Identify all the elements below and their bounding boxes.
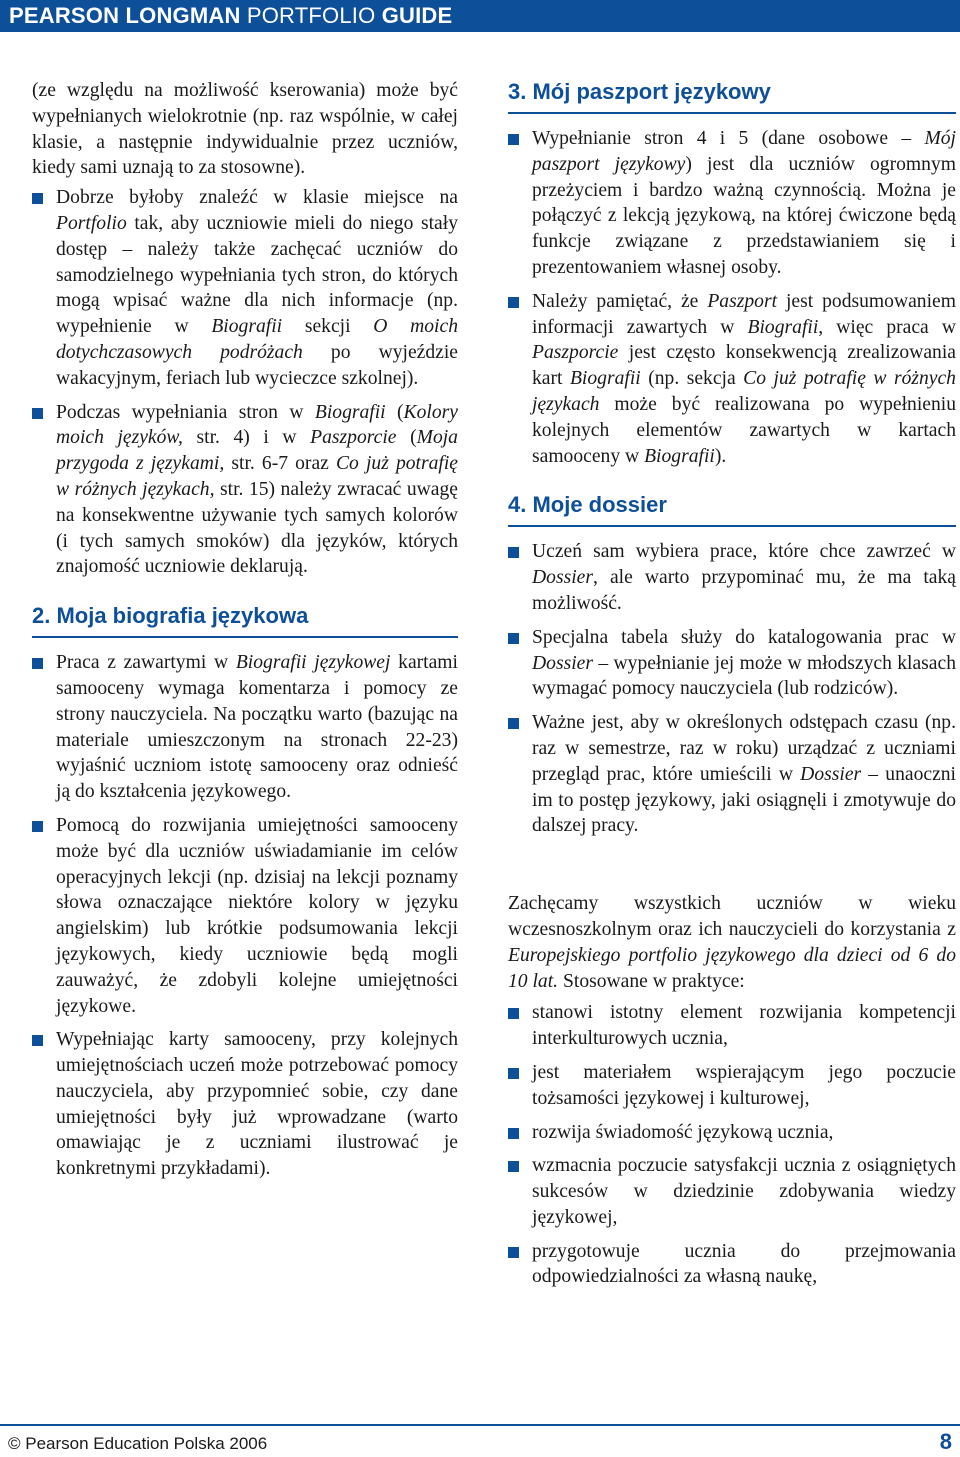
bullet-square-icon bbox=[32, 408, 43, 419]
bullet-square-icon bbox=[508, 1247, 519, 1258]
bullet-square-icon bbox=[508, 547, 519, 558]
bullet-square-icon bbox=[508, 297, 519, 308]
list-item: Wypełnianie stron 4 i 5 (dane osobowe – Mój paszport językowy) jest dla uczniów ogromnym przeżyciem i bardzo ważną czynnością. Można je połączyć z lekcją językową, na której ćwiczone będą funkcje związane z przedstawianiem się i prezentowaniem własnej osoby. bbox=[508, 126, 956, 281]
header-brand: PEARSON LONGMAN bbox=[9, 3, 241, 28]
list-item: Ważne jest, aby w określonych odstępach czasu (np. raz w semestrze, raz w roku) urządzać z uczniami przegląd prac, które umieścili w Dossier – unaoczni im to postęp językowy, jaki osiągnęli i zmotywuje do dalszej pracy. bbox=[508, 710, 956, 839]
list-item: Uczeń sam wybiera prace, które chce zawrzeć w Dossier, ale warto przypominać mu, że ma taką możliwość. bbox=[508, 539, 956, 616]
bullet-square-icon bbox=[508, 633, 519, 644]
copyright-notice: © Pearson Education Polska 2006 bbox=[8, 1434, 268, 1453]
bullet-square-icon bbox=[508, 1128, 519, 1139]
list-item: Specjalna tabela służy do katalogowania prac w Dossier – wypełnianie jej może w młodszych klasach wymagać pomocy nauczyciela (lub rodziców). bbox=[508, 625, 956, 702]
closing-paragraph: Zachęcamy wszystkich uczniów w wieku wczesnoszkolnym oraz ich nauczycieli do korzystania z Europejskiego portfolio językowego dla dzieci od 6 do 10 lat. Stosowane w praktyce: bbox=[508, 893, 956, 992]
bullet-square-icon bbox=[32, 821, 43, 832]
section-title-biografia: 2. Moja biografia językowa bbox=[32, 602, 458, 638]
list-item: przygotowuje ucznia do przejmowania odpowiedzialności za własną naukę, bbox=[508, 1239, 956, 1291]
list-item: Należy pamiętać, że Paszport jest podsumowaniem informacji zawartych w Biografii, więc praca w Paszporcie jest często konsekwencją zrealizowania kart Biografii (np. sekcja Co już potrafię w różnych językach może być realizowana po wypełnieniu kolejnych elementów zawartych w kartach samooceny w Biografii). bbox=[508, 289, 956, 470]
bullet-square-icon bbox=[508, 134, 519, 145]
list-item: rozwija świadomość językową ucznia, bbox=[508, 1120, 956, 1146]
header-bar bbox=[0, 0, 960, 32]
left-column bbox=[32, 78, 458, 1190]
list-item: Wypełniając karty samooceny, przy kolejnych umiejętnościach uczeń może potrzebować pomocy nauczyciela, aby przypomnieć sobie, czy dane umiejętności były już wprowadzane (warto omawiając je z uczniami ilustrować je konkretnymi przykładami). bbox=[32, 1027, 458, 1182]
bullet-square-icon bbox=[32, 193, 43, 204]
list-item: Dobrze byłoby znaleźć w klasie miejsce na Portfolio tak, aby uczniowie mieli do niego stały dostęp – należy także zachęcać uczniów do samodzielnego wypełniania tych stron, do których mogą wpisać ważne dla nich informacje (np. wypełnienie w Biografii sekcji O moich dotychczasowych podróżach po wyjeździe wakacyjnym, feriach lub wycieczce szkolnej). bbox=[32, 185, 458, 391]
bullet-square-icon bbox=[508, 718, 519, 729]
list-item: wzmacnia poczucie satysfakcji ucznia z osiągniętych sukcesów w dziedzinie zdobywania wiedzy językowej, bbox=[508, 1153, 956, 1230]
list-item: stanowi istotny element rozwijania kompetencji interkulturowych ucznia, bbox=[508, 1000, 956, 1052]
page-number: 8 bbox=[939, 1429, 952, 1454]
bullet-square-icon bbox=[508, 1008, 519, 1019]
list-item: Praca z zawartymi w Biografii językowej kartami samooceny wymaga komentarza i pomocy ze strony nauczyciela. Na początku warto (bazując na materiale umieszczonym na stronach 22-23) wyjaśnić uczniom istotę samooceny oraz odnieść ją do kształcenia językowego. bbox=[32, 650, 458, 805]
right-column bbox=[508, 78, 956, 1298]
footer-divider bbox=[0, 1424, 960, 1426]
list-item: Podczas wypełniania stron w Biografii (Kolory moich języków, str. 4) i w Paszporcie (Moja przygoda z językami, str. 6-7 oraz Co już potrafię w różnych językach, str. 15) należy zwracać uwagę na konsekwentne używanie tych samych kolorów (i tych samych smoków) dla języków, których znajomość uczniowie deklarują. bbox=[32, 400, 458, 581]
bullet-square-icon bbox=[508, 1068, 519, 1079]
bullet-square-icon bbox=[32, 1035, 43, 1046]
header-portfolio: PORTFOLIO bbox=[246, 3, 376, 28]
list-item: jest materiałem wspierającym jego poczucie tożsamości językowej i kulturowej, bbox=[508, 1060, 956, 1112]
section-title-paszport: 3. Mój paszport językowy bbox=[508, 78, 956, 114]
header-guide: GUIDE bbox=[381, 3, 453, 28]
bullet-square-icon bbox=[32, 658, 43, 669]
intro-paragraph: (ze względu na możliwość kserowania) może być wypełnianych wielokrotnie (np. raz wspólnie, w całej klasie, a następnie indywidualnie przez uczniów, kiedy sami uznają to za stosowne). bbox=[32, 80, 458, 179]
bullet-square-icon bbox=[508, 1161, 519, 1172]
list-item: Pomocą do rozwijania umiejętności samooceny może być dla uczniów uświadamianie im celów operacyjnych lekcji (np. dzisiaj na lekcji poznamy słowa oznaczające niektóre kolory w języku angielskim) lub krótkie podsumowania lekcji językowych, kiedy uczniowie będą mogli zauważyć, że zdobyli kolejne umiejętności językowe. bbox=[32, 813, 458, 1019]
section-title-dossier: 4. Moje dossier bbox=[508, 491, 956, 527]
